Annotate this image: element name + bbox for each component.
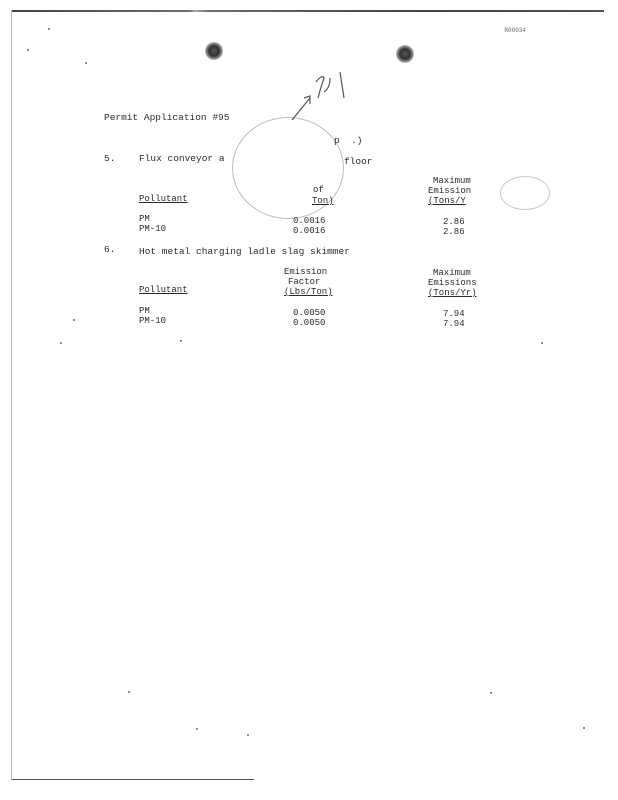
section-title-tail: floor xyxy=(344,156,373,167)
page-note: p .) xyxy=(334,135,363,146)
speck xyxy=(27,49,29,51)
speck xyxy=(490,692,492,694)
factor-cell: 0.0050 xyxy=(293,318,326,328)
max-header-bottom: (Tons/Yr) xyxy=(428,288,477,298)
speck xyxy=(73,319,75,321)
max-cell: 7.94 xyxy=(443,309,465,319)
max-cell: 7.94 xyxy=(443,319,465,329)
factor-header-bottom: Ton) xyxy=(312,196,334,206)
max-header-mid: Emissions xyxy=(428,278,477,288)
section-title: Hot metal charging ladle slag skimmer xyxy=(139,246,350,257)
handwritten-oval xyxy=(500,176,550,210)
factor-header-mid: Factor xyxy=(288,277,321,287)
pollutant-cell: PM xyxy=(139,306,150,316)
section-title: Flux conveyor a xyxy=(139,153,225,164)
factor-cell: 0.0050 xyxy=(293,308,326,318)
max-header-top: Maximum xyxy=(433,268,471,278)
factor-header-bottom: (Lbs/Ton) xyxy=(284,287,333,297)
punch-hole-right xyxy=(396,45,414,63)
section-number: 6. xyxy=(104,244,116,255)
scan-left-edge xyxy=(11,10,12,780)
pollutant-header: Pollutant xyxy=(139,285,188,295)
pollutant-cell: PM xyxy=(139,214,150,224)
scan-bottom-edge xyxy=(12,779,254,780)
document-code: R00034 xyxy=(504,27,526,34)
scan-top-edge xyxy=(12,10,604,12)
section-number: 5. xyxy=(104,153,116,164)
speck xyxy=(196,728,198,730)
pollutant-cell: PM-10 xyxy=(139,224,167,234)
factor-header-top: of xyxy=(313,185,324,195)
max-header-top: Maximum xyxy=(433,176,471,186)
factor-cell: 0.0016 xyxy=(293,216,326,226)
max-cell: 2.86 xyxy=(443,227,465,237)
permit-application-line: Permit Application #95 xyxy=(104,112,230,123)
speck xyxy=(247,734,249,736)
factor-cell: 0.0016 xyxy=(293,226,326,236)
max-header-bottom: (Tons/Y xyxy=(428,196,466,206)
speck xyxy=(60,342,62,344)
pollutant-cell: PM-10 xyxy=(139,316,167,326)
punch-hole-left xyxy=(205,42,223,60)
max-header-mid: Emission xyxy=(428,186,472,196)
speck xyxy=(583,727,585,729)
max-cell: 2.86 xyxy=(443,217,465,227)
handwritten-scribble xyxy=(290,68,360,124)
speck xyxy=(128,691,130,693)
factor-header-top: Emission xyxy=(284,267,328,277)
speck xyxy=(85,62,87,64)
speck xyxy=(48,28,50,30)
pollutant-header: Pollutant xyxy=(139,194,188,204)
speck xyxy=(180,340,182,342)
speck xyxy=(541,342,543,344)
